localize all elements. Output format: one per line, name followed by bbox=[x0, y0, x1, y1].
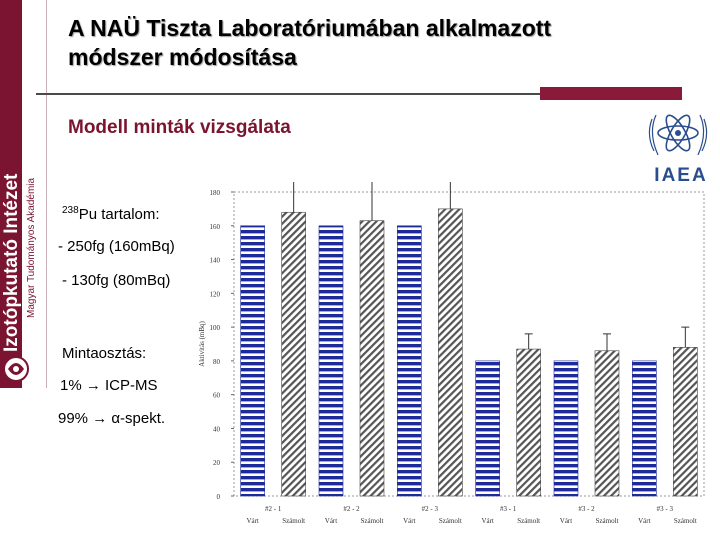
bar-label: Várt bbox=[481, 517, 494, 525]
pu-heading bbox=[62, 205, 160, 223]
group-label: #2 - 3 bbox=[421, 505, 439, 513]
bar-expected bbox=[632, 361, 656, 496]
institute-name: Izotópkutató Intézet bbox=[1, 173, 22, 352]
bar-measured bbox=[673, 347, 697, 496]
bar-measured bbox=[595, 351, 619, 496]
activity-bar-chart bbox=[188, 182, 716, 532]
y-tick-label: 20 bbox=[213, 459, 220, 468]
bar-label: Várt bbox=[324, 517, 338, 525]
y-tick-label: 160 bbox=[209, 222, 220, 231]
pu-item-1: - 250fg (160mBq) bbox=[58, 238, 175, 255]
atom-wreath-icon bbox=[640, 105, 716, 165]
sidebar-bottom bbox=[0, 388, 46, 540]
group-label: #3 - 3 bbox=[656, 505, 674, 513]
bar-label: Várt bbox=[246, 517, 259, 525]
iaea-logo-text: IAEA bbox=[654, 165, 708, 186]
slide-title bbox=[68, 14, 668, 72]
bar-measured bbox=[282, 212, 306, 496]
slide-subtitle: Modell minták vizsgálata bbox=[68, 117, 291, 138]
pu-isotope-number: 238 bbox=[62, 205, 79, 216]
bar-expected bbox=[554, 361, 578, 496]
split-item-2: 99% → α-spekt. bbox=[58, 410, 166, 427]
bar-label: Várt bbox=[638, 517, 651, 525]
y-tick-label: 100 bbox=[209, 324, 220, 333]
academy-name: Magyar Tudományos Akadémia bbox=[26, 177, 37, 318]
title-accent-bar bbox=[540, 87, 682, 100]
bar-expected bbox=[319, 226, 343, 496]
bar-label: Számolt bbox=[438, 517, 462, 525]
y-axis-label: Aktivitás (mBq) bbox=[198, 321, 206, 367]
slide-title-line-2: módszer módosítása bbox=[68, 44, 297, 70]
pu-item-2: - 130fg (80mBq) bbox=[62, 272, 171, 289]
bar-label: Számolt bbox=[282, 517, 306, 525]
bar-label: Várt bbox=[559, 517, 573, 525]
y-tick-label: 180 bbox=[209, 189, 220, 197]
sidebar bbox=[0, 0, 46, 540]
bar-expected bbox=[241, 226, 265, 496]
y-tick-label: 60 bbox=[213, 391, 220, 400]
group-label: #3 - 1 bbox=[499, 505, 517, 513]
bar-label: Számolt bbox=[673, 517, 697, 525]
y-tick-label: 0 bbox=[216, 493, 220, 501]
group-label: #2 - 2 bbox=[343, 505, 360, 513]
bar-measured bbox=[438, 209, 462, 496]
slide-title-line-1: A NAÜ Tiszta Laboratóriumában alkalmazott bbox=[68, 15, 552, 41]
y-tick-label: 120 bbox=[209, 290, 220, 299]
bar-label: Számolt bbox=[595, 517, 619, 525]
split-heading: Mintaosztás: bbox=[62, 345, 147, 362]
bar-expected bbox=[397, 226, 421, 496]
bar-measured bbox=[517, 349, 541, 496]
institute-logo-icon bbox=[2, 352, 42, 386]
y-tick-label: 140 bbox=[209, 256, 220, 265]
split-item-1: 1% → ICP-MS bbox=[60, 377, 158, 394]
pu-label: Pu tartalom: bbox=[78, 206, 160, 223]
iaea-logo bbox=[640, 105, 716, 191]
group-label: #2 - 1 bbox=[264, 505, 282, 513]
bar-measured bbox=[360, 221, 384, 496]
group-label: #3 - 2 bbox=[578, 505, 595, 513]
bar-label: Számolt bbox=[517, 517, 541, 525]
y-tick-label: 80 bbox=[213, 357, 220, 366]
bar-label: Számolt bbox=[360, 517, 384, 525]
bar-expected bbox=[476, 361, 500, 496]
bar-label: Várt bbox=[403, 517, 416, 525]
y-tick-label: 40 bbox=[213, 425, 220, 434]
